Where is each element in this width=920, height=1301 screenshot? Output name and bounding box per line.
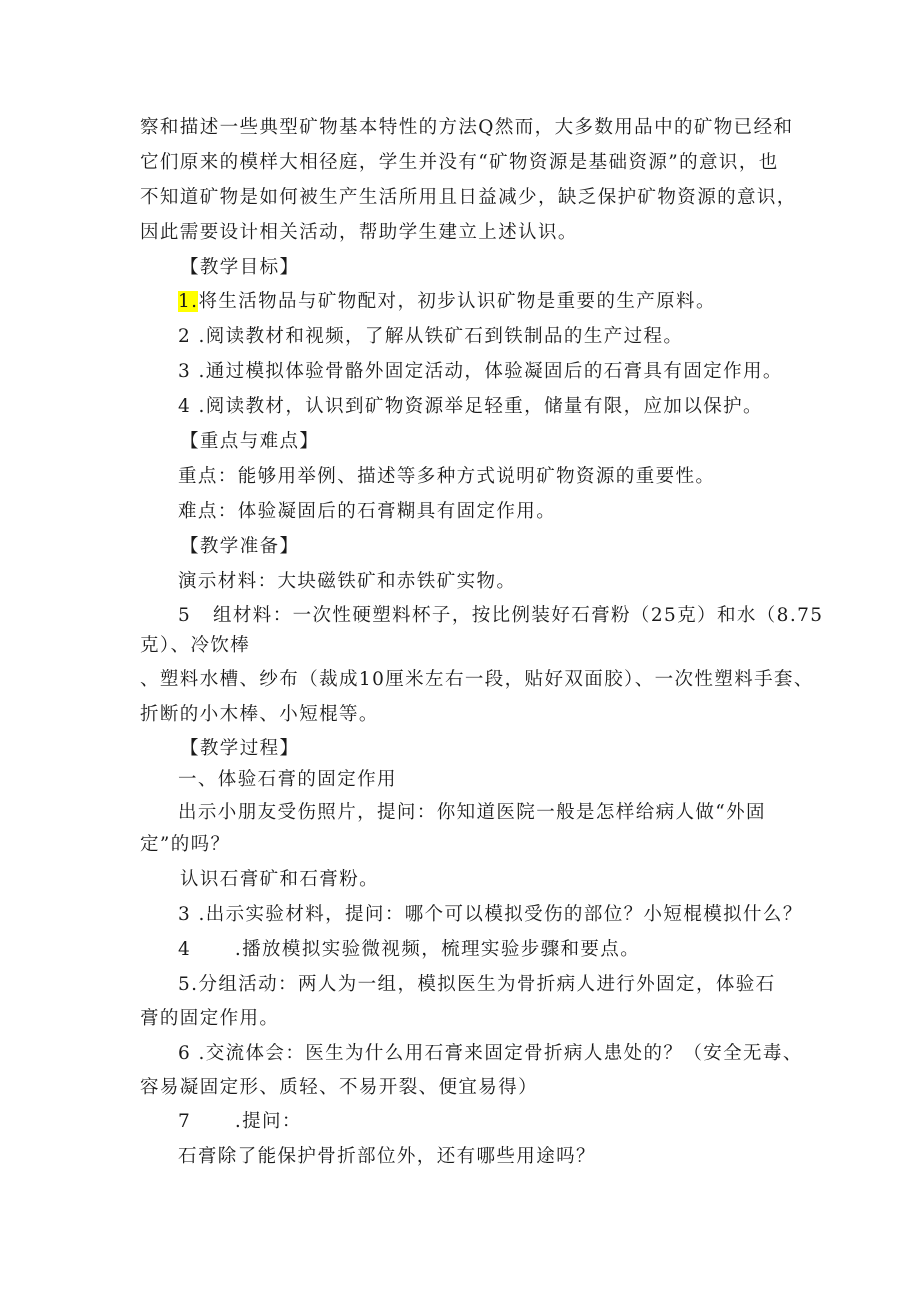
section-heading-objectives: 【教学目标】 [180, 257, 300, 278]
paragraph-line: 它们原来的模样大相径庭，学生并没有“矿物资源是基础资源”的意识，也 [140, 152, 779, 173]
process-step-6: 6 .交流体会：医生为什么用石膏来固定骨折病人患处的？（安全无毒、 [178, 1043, 803, 1064]
objective-item-3: 3 .通过模拟体验骨骼外固定活动，体验凝固后的石膏具有固定作用。 [178, 361, 783, 382]
section-heading-key-points: 【重点与难点】 [180, 431, 320, 452]
objective-item-2: 2 .阅读教材和视频，了解从铁矿石到铁制品的生产过程。 [178, 326, 684, 347]
process-step-5: 5.分组活动：两人为一组，模拟医生为骨折病人进行外固定，体验石 [178, 974, 776, 995]
preparation-line: 5 组材料：一次性硬塑料杯子，按比例装好石膏粉（25克）和水（8.75 [178, 605, 824, 626]
objective-text: 将生活物品与矿物配对，初步认识矿物是重要的生产原料。 [198, 291, 716, 312]
section-heading-preparation: 【教学准备】 [180, 536, 300, 557]
process-line: 认识石膏矿和石膏粉。 [180, 869, 380, 890]
key-point: 重点：能够用举例、描述等多种方式说明矿物资源的重要性。 [178, 466, 716, 487]
paragraph-line: 察和描述一些典型矿物基本特性的方法Q然而，大多数用品中的矿物已经和 [140, 117, 794, 138]
process-step-3: 3 .出示实验材料，提问：哪个可以模拟受伤的部位？小短棍模拟什么？ [178, 904, 803, 925]
process-subheading: 一、体验石膏的固定作用 [178, 769, 397, 790]
preparation-line: 折断的小木棒、小短棍等。 [140, 704, 379, 725]
process-step-4: 4 .播放模拟实验微视频，梳理实验步骤和要点。 [178, 939, 641, 960]
section-heading-process: 【教学过程】 [180, 738, 300, 759]
difficult-point: 难点：体验凝固后的石膏糊具有固定作用。 [178, 501, 557, 522]
objective-item-1 [178, 290, 920, 314]
preparation-line: 、塑料水槽、纱布（裁成10厘米左右一段，贴好双面胶）、一次性塑料手套、 [140, 669, 814, 690]
highlight-mark: 1. [178, 291, 199, 312]
preparation-line: 克）、冷饮棒 [140, 635, 251, 656]
process-line: 石膏除了能保护骨折部位外，还有哪些用途吗？ [178, 1146, 596, 1167]
process-line: 出示小朋友受伤照片，提问：你知道医院一般是怎样给病人做“外固 [178, 802, 766, 823]
preparation-line: 演示材料：大块磁铁矿和赤铁矿实物。 [178, 571, 517, 592]
process-line: 膏的固定作用。 [140, 1008, 280, 1029]
paragraph-line: 因此需要设计相关活动，帮助学生建立上述认识。 [140, 222, 578, 243]
process-step-7: 7 .提问： [178, 1111, 302, 1132]
objective-item-4: 4 .阅读教材，认识到矿物资源举足轻重，储量有限，应加以保护。 [178, 396, 763, 417]
paragraph-line: 不知道矿物是如何被生产生活所用且日益减少，缺乏保护矿物资源的意识， [140, 187, 797, 208]
process-line: 定”的吗？ [140, 834, 231, 855]
process-line: 容易凝固定形、质轻、不易开裂、便宜易得） [140, 1077, 539, 1098]
